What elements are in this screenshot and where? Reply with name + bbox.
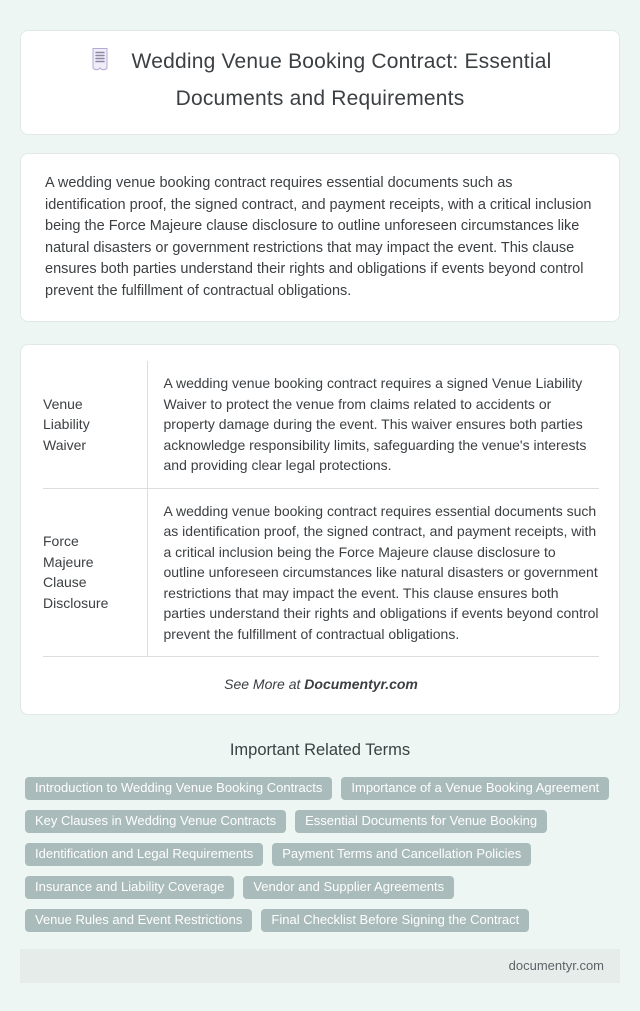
- intro-paragraph: A wedding venue booking contract requires essential documents such as identification proof, the signed contract, and payment receipts, with a critical inclusion being the Force Majeure clause disclosure to outline unforeseen circumstances like natural disasters or government restrictions that may impact the event. This clause ensures both parties understand their rights and obligations if events beyond control prevent the fulfillment of contractual obligations.: [45, 175, 592, 299]
- related-term-tag[interactable]: Essential Documents for Venue Booking: [295, 810, 547, 833]
- related-terms-heading: Important Related Terms: [229, 741, 411, 759]
- related-term-tag[interactable]: Payment Terms and Cancellation Policies: [272, 843, 531, 866]
- related-term-tag[interactable]: Vendor and Supplier Agreements: [243, 876, 454, 899]
- term-cell: Venue Liability Waiver: [43, 361, 147, 488]
- see-more-line: [43, 676, 599, 692]
- table-row: [43, 488, 599, 657]
- table-row: [43, 361, 599, 488]
- see-more-brand-link[interactable]: Documentyr.com: [304, 676, 418, 692]
- intro-card: [20, 153, 620, 322]
- related-term-tag[interactable]: Venue Rules and Event Restrictions: [25, 909, 252, 932]
- related-term-tag[interactable]: Identification and Legal Requirements: [25, 843, 263, 866]
- related-terms-list: [20, 777, 620, 932]
- description-cell: A wedding venue booking contract requires essential documents such as identification proof, the signed contract, and payment receipts, with a critical inclusion being the Force Majeure clause disclosure to outline unforeseen circumstances like natural disasters or government restrictions that may impact the event. This clause ensures both parties understand their rights and obligations if events beyond control prevent the fulfillment of contractual obligations.: [147, 488, 599, 657]
- header-card: [20, 30, 620, 135]
- page-title-text: Wedding Venue Booking Contract: Essential Documents and Requirements: [131, 50, 552, 110]
- receipt-icon: [89, 47, 111, 83]
- term-cell: Force Majeure Clause Disclosure: [43, 488, 147, 657]
- related-term-tag[interactable]: Final Checklist Before Signing the Contract: [261, 909, 529, 932]
- see-more-prefix: See More at: [224, 676, 301, 692]
- terms-card: [20, 344, 620, 715]
- page-title: [47, 46, 593, 115]
- related-term-tag[interactable]: Introduction to Wedding Venue Booking Contracts: [25, 777, 332, 800]
- related-term-tag[interactable]: Key Clauses in Wedding Venue Contracts: [25, 810, 286, 833]
- description-cell: A wedding venue booking contract requires a signed Venue Liability Waiver to protect the venue from claims related to accidents or property damage during the event. This waiver ensures both parties acknowledge responsibility limits, safeguarding the venue's interests and providing clear legal protections.: [147, 361, 599, 488]
- footer-bar: [20, 949, 620, 983]
- footer-site-link[interactable]: documentyr.com: [508, 958, 604, 973]
- related-term-tag[interactable]: Importance of a Venue Booking Agreement: [341, 777, 609, 800]
- terms-table: [43, 361, 599, 657]
- related-term-tag[interactable]: Insurance and Liability Coverage: [25, 876, 234, 899]
